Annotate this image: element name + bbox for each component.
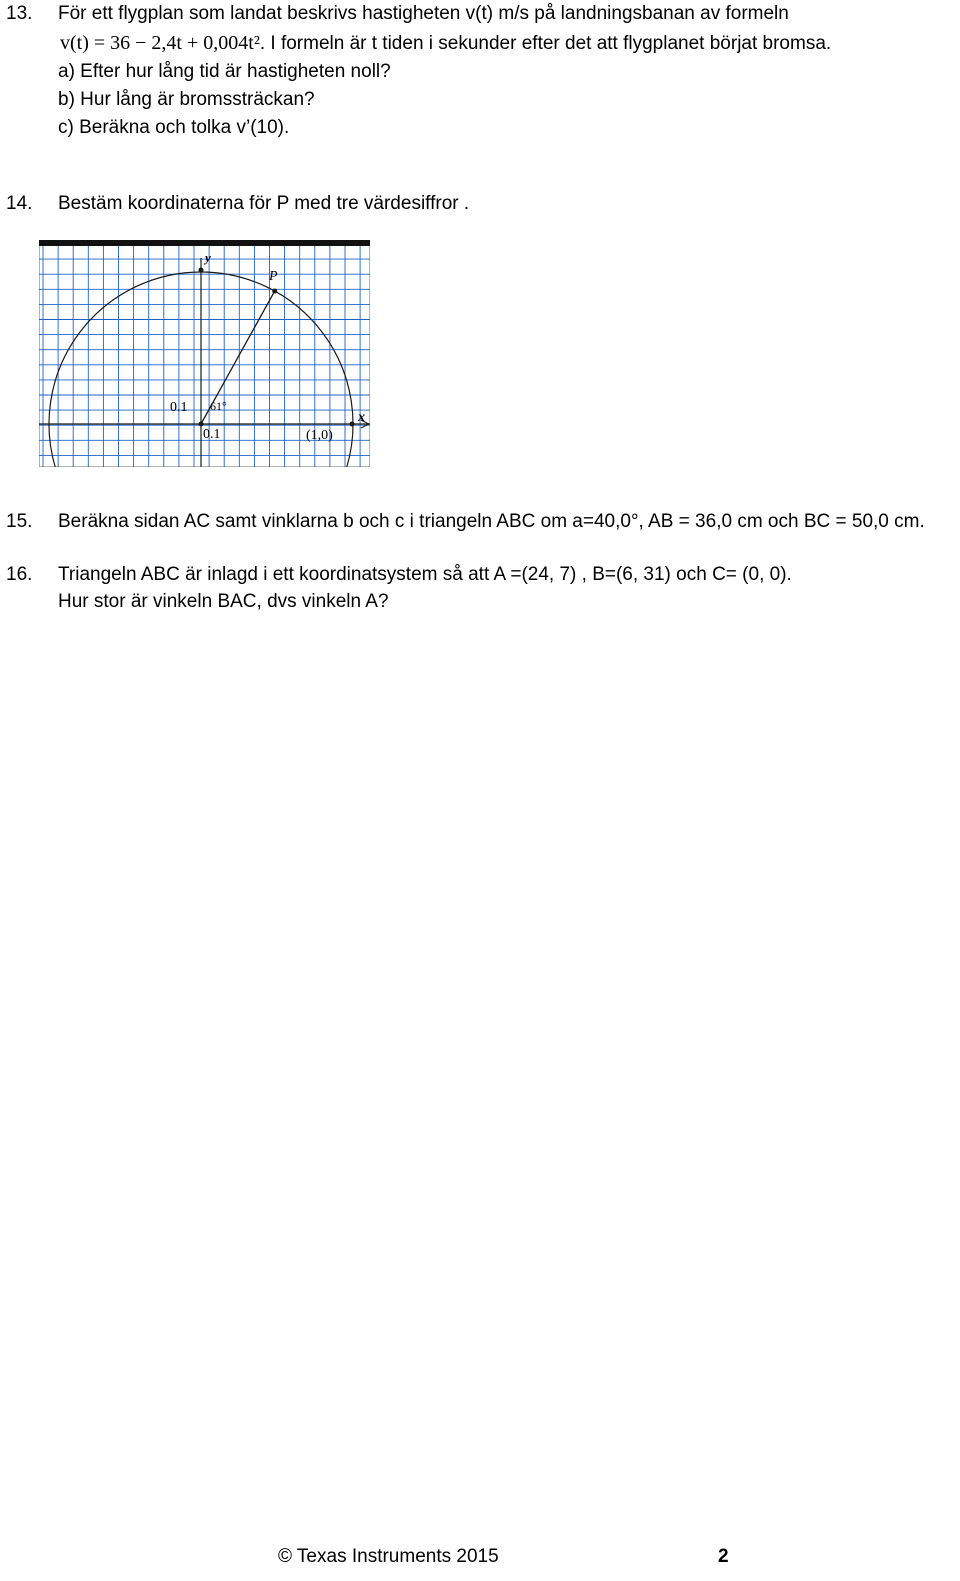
point-p: [272, 289, 277, 294]
point-p-label: P: [269, 269, 278, 284]
point-1-0-label: (1,0): [306, 428, 333, 443]
question-text: För ett flygplan som landat beskrivs hastigheten v(t) m/s på landningsbanan av formeln: [58, 3, 789, 24]
unit-circle-figure: [39, 240, 370, 467]
formula: v(t) = 36 − 2,4t + 0,004t²: [60, 32, 260, 54]
page-number: 2: [718, 1546, 729, 1567]
origin-point: [199, 422, 204, 427]
x-axis-label: x: [358, 410, 365, 425]
y-intercept-point: [199, 268, 204, 273]
question-text: Bestäm koordinaterna för P med tre värdesiffror .: [58, 193, 470, 214]
question-text-continued: Hur stor är vinkeln BAC, dvs vinkeln A?: [58, 591, 389, 612]
question-text: Beräkna sidan AC samt vinklarna b och c i triangeln ABC om a=40,0°, AB = 36,0 cm och BC = 50,0 cm.: [58, 511, 925, 532]
question-number: 15.: [6, 511, 33, 532]
angle-label: 61°: [210, 399, 227, 413]
question-number: 14.: [6, 193, 33, 214]
part-b-text: b) Hur lång är bromssträckan?: [58, 89, 315, 110]
y-tick-label: 0.1: [170, 400, 188, 415]
y-axis-label: y: [205, 250, 211, 265]
part-a-text: a) Efter hur lång tid är hastigheten noll?: [58, 61, 391, 82]
x-intercept-point: [350, 422, 355, 427]
question-number: 16.: [6, 564, 33, 585]
top-bar: [39, 240, 370, 246]
x-tick-label: 0.1: [203, 427, 221, 442]
part-c-text: c) Beräkna och tolka v’(10).: [58, 117, 290, 138]
question-number: 13.: [6, 3, 33, 24]
question-text: Triangeln ABC är inlagd i ett koordinatsystem så att A =(24, 7) , B=(6, 31) och C= (0, 0).: [58, 564, 792, 585]
formula-description: . I formeln är t tiden i sekunder efter det att flygplanet börjat bromsa.: [259, 33, 832, 54]
copyright-footer: © Texas Instruments 2015: [278, 1546, 499, 1567]
